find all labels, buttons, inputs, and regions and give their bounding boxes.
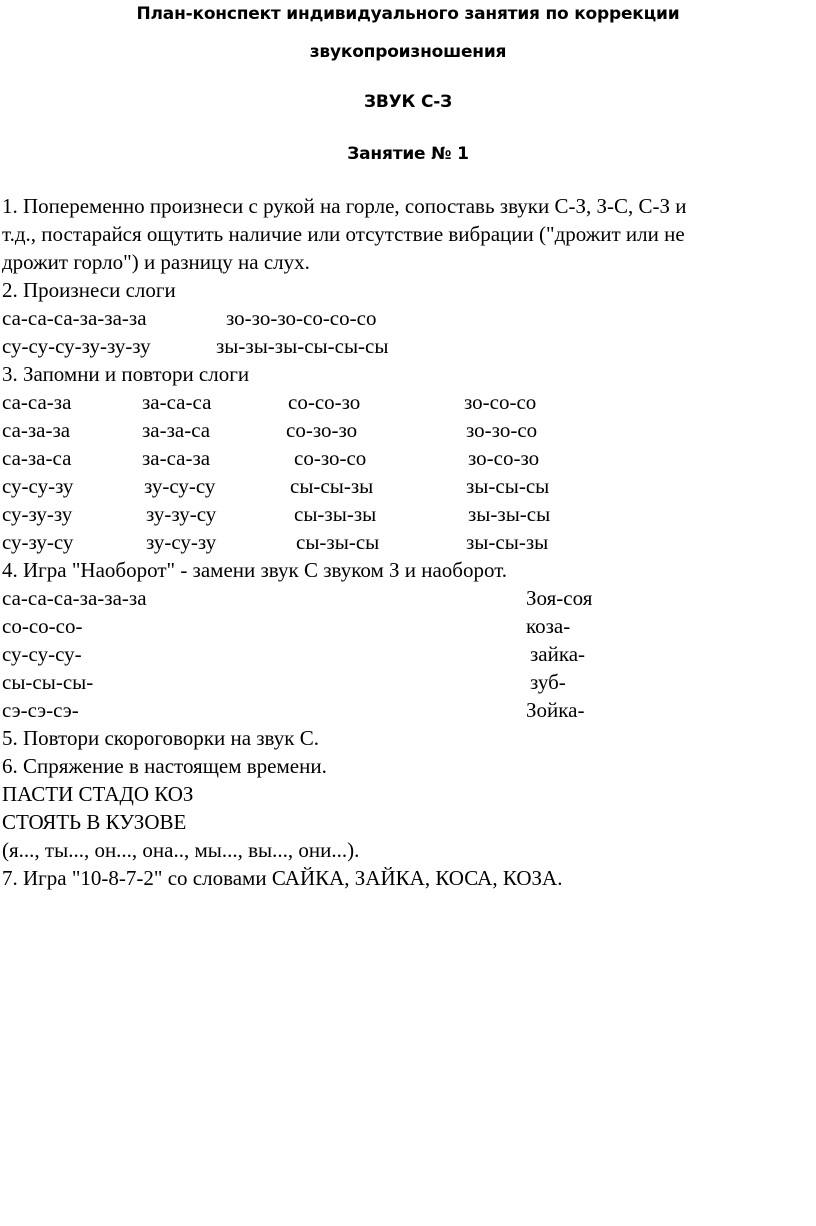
task-3-syllables: сы-сы-зы [290, 474, 374, 498]
task-2-syllables: су-су-су-зу-зу-зу [2, 334, 151, 358]
task-3-heading: 3. Запомни и повтори слоги [2, 362, 250, 386]
task-1-line-1: 1. Попеременно произнеси с рукой на горле, сопоставь звуки С-З, З-С, С-З и [2, 194, 687, 218]
task-3-syllables: зо-зо-со [466, 418, 538, 442]
task-6-phrase-2: СТОЯТЬ В КУЗОВЕ [2, 810, 187, 834]
task-1-line-2: т.д., постарайся ощутить наличие или отсутствие вибрации ("дрожит или не [2, 222, 685, 246]
task-7-text: 7. Игра "10-8-7-2" со словами САЙКА, ЗАЙКА, КОСА, КОЗА. [2, 866, 563, 890]
task-6-pronouns: (я..., ты..., он..., она.., мы..., вы..., они...). [2, 838, 360, 862]
task-4-word: зайка- [530, 642, 586, 666]
task-3-syllables: су-су-зу [2, 474, 74, 498]
task-3-syllables: су-зу-су [2, 530, 74, 554]
task-3-syllables: зы-сы-сы [466, 474, 550, 498]
task-3-syllables: за-за-са [142, 418, 211, 442]
task-5-text: 5. Повтори скороговорки на звук С. [2, 726, 319, 750]
task-3-syllables: зо-со-зо [468, 446, 540, 470]
task-3-syllables: сы-зы-сы [296, 530, 380, 554]
doc-title-line-1: План-конспект индивидуального занятия по коррекции [136, 4, 680, 24]
task-3-syllables: зы-зы-сы [468, 502, 551, 526]
task-6-heading: 6. Спряжение в настоящем времени. [2, 754, 327, 778]
task-4-syllables: су-су-су- [2, 642, 82, 666]
task-4-syllables: сы-сы-сы- [2, 670, 94, 694]
sound-heading: ЗВУК С-З [364, 92, 452, 112]
task-3-syllables: са-за-са [2, 446, 72, 470]
task-3-syllables: са-за-за [2, 418, 71, 442]
task-4-word: зуб- [530, 670, 566, 694]
lesson-heading: Занятие № 1 [347, 144, 469, 164]
task-4-word: коза- [526, 614, 571, 638]
task-6-phrase-1: ПАСТИ СТАДО КОЗ [2, 782, 194, 806]
task-2-heading: 2. Произнеси слоги [2, 278, 176, 302]
task-3-syllables: зы-сы-зы [466, 530, 549, 554]
task-4-word: Зойка- [526, 698, 585, 722]
task-2-syllables: зы-зы-зы-сы-сы-сы [216, 334, 389, 358]
task-3-syllables: сы-зы-зы [294, 502, 377, 526]
task-4-heading: 4. Игра "Наоборот" - замени звук С звуком З и наоборот. [2, 558, 508, 582]
task-3-syllables: со-зо-со [294, 446, 367, 470]
task-4-word: Зоя-соя [526, 586, 593, 610]
task-3-syllables: зу-зу-су [146, 502, 217, 526]
doc-title-line-2: звукопроизношения [309, 42, 507, 62]
task-2-syllables: зо-зо-зо-со-со-со [226, 306, 377, 330]
task-3-syllables: зу-су-зу [146, 530, 217, 554]
task-2-syllables: са-са-са-за-за-за [2, 306, 147, 330]
task-4-syllables: са-са-са-за-за-за [2, 586, 147, 610]
task-3-syllables: са-са-за [2, 390, 72, 414]
task-3-syllables: за-са-са [142, 390, 212, 414]
task-3-syllables: зу-су-су [144, 474, 216, 498]
task-3-syllables: со-со-зо [288, 390, 361, 414]
task-4-syllables: со-со-со- [2, 614, 83, 638]
task-4-syllables: сэ-сэ-сэ- [2, 698, 79, 722]
task-3-syllables: со-зо-зо [286, 418, 358, 442]
task-3-syllables: за-са-за [142, 446, 211, 470]
task-3-syllables: зо-со-со [464, 390, 537, 414]
task-3-syllables: су-зу-зу [2, 502, 73, 526]
task-1-line-3: дрожит горло") и разницу на слух. [2, 250, 310, 274]
